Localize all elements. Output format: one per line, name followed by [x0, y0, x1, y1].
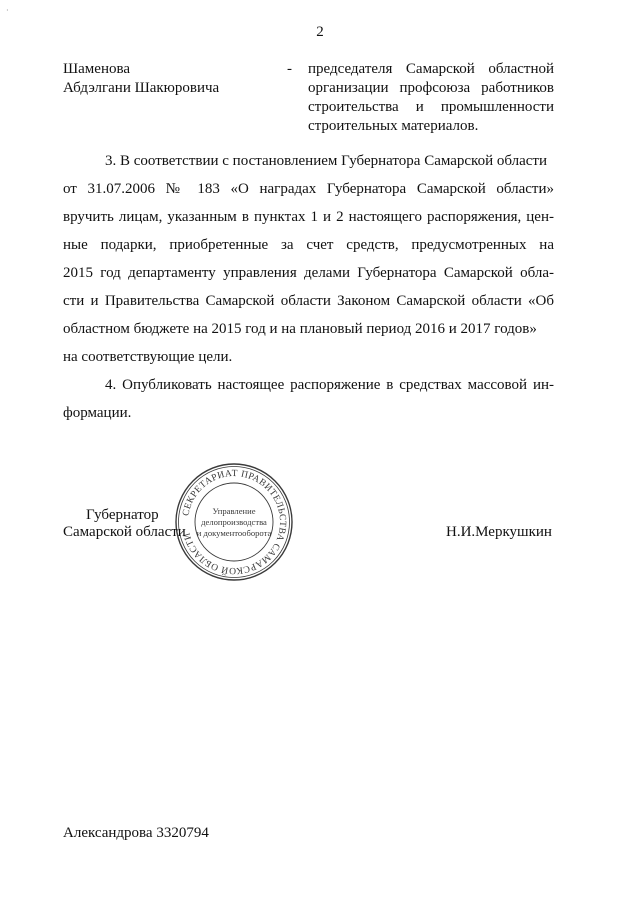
position-line: строительных материалов.	[308, 118, 479, 134]
signature-title-line2: Самарской области	[63, 524, 186, 540]
paragraph-line: формации.	[63, 405, 132, 421]
paragraph-line: от 31.07.2006 № 183 «О наградах Губернатора Самарской области»	[63, 181, 554, 197]
seal-ring-text: СЕКРЕТАРИАТ ПРАВИТЕЛЬСТВА САМАРСКОЙ ОБЛАСТИ	[181, 468, 288, 576]
recipient-surname: Шаменова	[63, 61, 131, 77]
paragraph-line: областном бюджете на 2015 год и на плановый период 2016 и 2017 годов»	[63, 321, 537, 337]
paragraph-line: на соответствующие цели.	[63, 349, 233, 365]
seal-center-line: и документооборота	[196, 528, 272, 538]
position-line: строительства и промышленности	[308, 99, 554, 115]
recipient-position	[308, 60, 554, 136]
signature-name: Н.И.Меркушкин	[446, 524, 552, 540]
position-line: организации профсоюза работников	[308, 80, 554, 96]
paragraph-line: вручить лицам, указанным в пунктах 1 и 2 настоящего распоряжения, цен-	[63, 209, 554, 225]
recipient-name: Абдэлгани Шакюровича	[63, 80, 220, 96]
paragraph-line: сти и Правительства Самарской области Законом Самарской области «Об	[63, 293, 554, 309]
recipient-dash: -	[287, 61, 292, 77]
paragraph-line: ные подарки, приобретенные за счет средств, предусмотренных на	[63, 237, 554, 253]
position-line: председателя Самарской областной	[308, 61, 554, 77]
paragraph-3	[63, 147, 554, 371]
page-number: 2	[316, 24, 324, 40]
seal-center-line: делопроизводства	[201, 517, 267, 527]
corner-mark: ·	[6, 6, 9, 15]
paragraph-line: 2015 год департаменту управления делами Губернатора Самарской обла-	[63, 265, 554, 281]
paragraph-line: 3. В соответствии с постановлением Губернатора Самарской области	[105, 153, 548, 169]
official-seal-stamp	[172, 460, 296, 584]
seal-center-line: Управление	[212, 506, 256, 516]
paragraph-line: 4. Опубликовать настоящее распоряжение в средствах массовой ин-	[105, 377, 554, 393]
executor-info: Александрова 3320794	[63, 825, 209, 841]
paragraph-4	[63, 371, 554, 427]
signature-title-line1: Губернатор	[86, 507, 159, 523]
